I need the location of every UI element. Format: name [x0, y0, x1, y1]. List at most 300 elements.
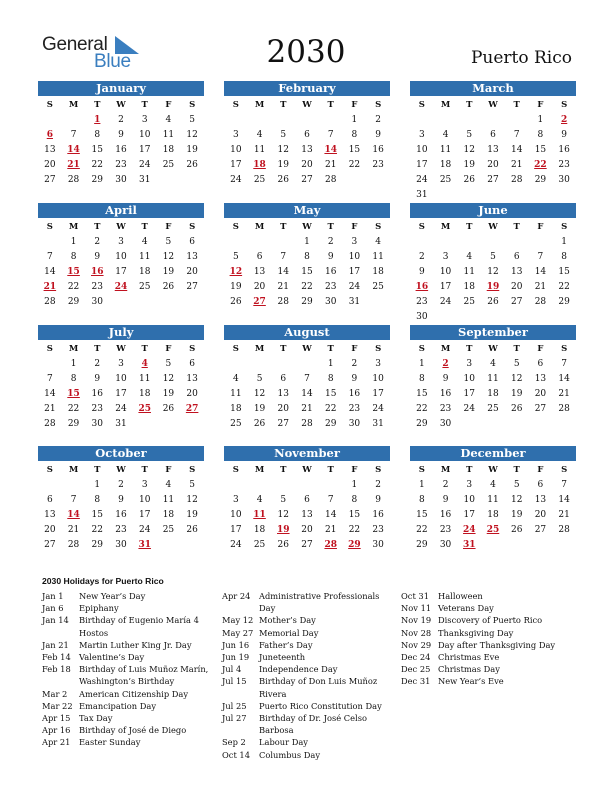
holiday-item — [42, 602, 214, 614]
holiday-day: 21 — [43, 282, 57, 292]
day-cell: 26 — [277, 540, 289, 550]
day-cell: 7 — [280, 252, 287, 262]
day-cell: 27 — [186, 282, 198, 292]
day-cell: 9 — [442, 374, 449, 384]
empty-day — [62, 478, 86, 493]
day-cell: 9 — [418, 267, 425, 277]
day-cell: 4 — [466, 252, 473, 262]
weekday-label: S — [375, 100, 382, 110]
day-cell: 15 — [91, 510, 103, 520]
holiday-date: Dec 25 — [401, 664, 431, 675]
day-cell: 7 — [561, 480, 567, 490]
weekday-label: M — [254, 344, 265, 354]
day-cell: 12 — [186, 130, 198, 140]
day-cell: 17 — [439, 282, 452, 292]
day-cell: 5 — [466, 130, 473, 140]
day-cell: 8 — [351, 495, 358, 505]
day-cell: 22 — [416, 525, 428, 535]
holiday-column — [42, 590, 214, 749]
weekday-label: M — [68, 344, 79, 354]
day-cell: 12 — [277, 510, 289, 520]
day-cell: 26 — [487, 297, 499, 307]
day-cell: 13 — [186, 252, 198, 262]
day-cell: 13 — [534, 374, 547, 384]
day-cell: 22 — [558, 282, 570, 292]
weekday-label: T — [141, 100, 148, 110]
holiday-day: 14 — [67, 145, 80, 155]
holiday-date: Nov 19 — [401, 615, 432, 626]
holiday-item — [42, 688, 214, 700]
day-cell: 25 — [253, 540, 266, 550]
weekday-label: T — [94, 100, 101, 110]
weekday-label: S — [418, 465, 425, 475]
weekday-label: M — [254, 465, 265, 475]
day-cell: 4 — [256, 130, 263, 140]
day-cell: 13 — [277, 389, 289, 399]
day-cell: 17 — [372, 389, 384, 399]
day-cell: 7 — [327, 130, 334, 140]
empty-day — [295, 357, 319, 372]
country-name: Puerto Rico — [470, 48, 572, 68]
weekday-label: T — [141, 465, 148, 475]
day-cell: 6 — [189, 359, 195, 369]
day-cell: 18 — [162, 145, 175, 155]
day-cell: 28 — [558, 404, 570, 414]
holiday-day: 19 — [486, 282, 500, 292]
month-march — [410, 81, 576, 203]
holiday-date: Apr 15 — [42, 713, 71, 724]
holiday-item — [401, 627, 571, 639]
day-cell: 22 — [67, 404, 80, 414]
day-cell: 3 — [466, 480, 473, 490]
day-cell: 10 — [115, 252, 127, 262]
day-cell: 24 — [416, 175, 428, 185]
day-cell: 2 — [118, 480, 124, 490]
day-cell: 17 — [138, 510, 151, 520]
day-cell: 3 — [141, 115, 148, 125]
weekday-label: T — [327, 344, 334, 354]
day-cell: 4 — [490, 480, 496, 490]
day-cell: 8 — [94, 495, 101, 505]
day-cell: 20 — [301, 160, 313, 170]
weekday-label: T — [466, 344, 473, 354]
day-cell: 1 — [70, 359, 77, 369]
day-cell: 3 — [232, 130, 239, 140]
month-june — [410, 203, 576, 325]
day-cell: 22 — [348, 525, 361, 535]
day-cell: 28 — [44, 297, 56, 307]
empty-day — [410, 113, 434, 128]
month-header: January — [38, 81, 204, 96]
empty-day — [271, 357, 295, 372]
day-cell: 24 — [138, 525, 151, 535]
day-cell: 18 — [372, 267, 384, 277]
day-cell: 26 — [253, 419, 266, 429]
day-cell: 11 — [138, 252, 151, 262]
day-cell: 12 — [487, 267, 499, 277]
day-cell: 5 — [513, 480, 520, 490]
holiday-day: 15 — [67, 389, 80, 399]
day-cell: 24 — [230, 175, 242, 185]
day-cell: 3 — [466, 359, 473, 369]
day-cell: 3 — [442, 252, 449, 262]
weekday-label: T — [327, 100, 334, 110]
day-cell: 31 — [416, 190, 428, 200]
day-cell: 6 — [537, 359, 544, 369]
holiday-item — [222, 675, 397, 699]
holiday-name: Memorial Day — [259, 627, 319, 638]
weekday-label: F — [165, 100, 172, 110]
empty-day — [505, 113, 529, 128]
holiday-item — [42, 712, 214, 724]
holiday-day: 6 — [46, 130, 53, 140]
holiday-item — [222, 627, 397, 639]
holiday-name: Labour Day — [259, 737, 308, 748]
holiday-day: 31 — [138, 540, 151, 550]
day-cell: 7 — [327, 495, 334, 505]
weekday-label: T — [280, 100, 287, 110]
empty-day — [224, 113, 248, 128]
day-cell: 17 — [463, 389, 475, 399]
weekday-label: T — [94, 222, 101, 232]
day-cell: 26 — [510, 404, 523, 414]
holiday-item — [42, 700, 214, 712]
day-cell: 5 — [165, 359, 172, 369]
day-cell: 13 — [44, 145, 56, 155]
weekday-label: F — [165, 344, 172, 354]
holiday-date: Jun 19 — [222, 652, 250, 663]
day-cell: 15 — [416, 389, 428, 399]
day-cell: 17 — [463, 510, 475, 520]
day-cell: 16 — [115, 145, 127, 155]
day-cell: 24 — [115, 404, 127, 414]
day-cell: 28 — [510, 175, 523, 185]
weekday-label: S — [375, 344, 382, 354]
weekday-label: M — [68, 222, 79, 232]
holiday-name: Independence Day — [259, 664, 338, 675]
holidays-title: 2030 Holidays for Puerto Rico — [42, 576, 164, 586]
day-cell: 5 — [280, 495, 287, 505]
day-cell: 9 — [327, 252, 334, 262]
day-cell: 8 — [561, 252, 567, 262]
holiday-day: 28 — [324, 540, 337, 550]
day-cell: 30 — [372, 540, 384, 550]
day-cell: 10 — [348, 252, 361, 262]
weekday-label: S — [189, 100, 196, 110]
day-cell: 20 — [253, 282, 266, 292]
holiday-name: Birthday of Don Luis Muñoz Rivera — [259, 676, 378, 699]
weekday-label: S — [46, 465, 53, 475]
holiday-date: Feb 14 — [42, 652, 71, 663]
day-cell: 7 — [561, 359, 567, 369]
day-cell: 27 — [301, 175, 313, 185]
day-cell: 23 — [416, 297, 428, 307]
day-cell: 4 — [256, 495, 263, 505]
weekday-label: F — [165, 222, 172, 232]
holiday-item — [42, 663, 214, 687]
weekday-label: W — [488, 100, 498, 110]
day-cell: 29 — [534, 175, 547, 185]
day-cell: 17 — [138, 145, 151, 155]
day-cell: 16 — [372, 510, 384, 520]
holiday-name: Birthday of Luis Muñoz Marín, Washington’s Birthday — [79, 664, 209, 687]
empty-day — [434, 113, 458, 128]
holiday-item — [42, 614, 214, 638]
day-cell: 5 — [232, 252, 239, 262]
weekday-label: F — [351, 465, 358, 475]
day-cell: 29 — [91, 175, 103, 185]
day-cell: 11 — [162, 495, 175, 505]
holiday-day: 16 — [415, 282, 429, 292]
day-cell: 22 — [301, 282, 313, 292]
day-cell: 12 — [463, 145, 475, 155]
day-cell: 8 — [537, 130, 544, 140]
day-cell: 29 — [324, 419, 337, 429]
holiday-date: Apr 21 — [42, 737, 71, 748]
day-cell: 24 — [439, 297, 452, 307]
weekday-label: T — [327, 222, 334, 232]
day-cell: 26 — [277, 175, 289, 185]
empty-day — [319, 113, 343, 128]
weekday-label: S — [232, 344, 239, 354]
holiday-day: 15 — [67, 267, 80, 277]
holiday-date: Sep 2 — [222, 737, 246, 748]
weekday-label: T — [327, 465, 334, 475]
day-cell: 5 — [280, 130, 287, 140]
page-title-year: 2030 — [266, 34, 346, 70]
holiday-name: New Year’s Eve — [438, 676, 504, 687]
day-cell: 14 — [301, 389, 313, 399]
weekday-label: W — [488, 465, 498, 475]
day-cell: 16 — [439, 510, 452, 520]
empty-day — [271, 113, 295, 128]
holiday-date: Oct 14 — [222, 749, 250, 760]
weekday-label: W — [116, 100, 126, 110]
day-cell: 2 — [418, 252, 425, 262]
day-cell: 13 — [487, 145, 499, 155]
day-cell: 19 — [162, 267, 175, 277]
holiday-date: Feb 18 — [42, 664, 71, 675]
day-cell: 22 — [348, 160, 361, 170]
empty-day — [505, 235, 529, 250]
day-cell: 5 — [513, 359, 520, 369]
month-header: October — [38, 446, 204, 461]
empty-day — [481, 113, 505, 128]
day-cell: 10 — [463, 495, 475, 505]
day-cell: 25 — [487, 404, 499, 414]
holiday-day: 2 — [442, 359, 449, 369]
day-cell: 4 — [232, 374, 239, 384]
holiday-day: 16 — [91, 267, 104, 277]
day-cell: 5 — [256, 374, 263, 384]
holiday-name: Birthday of Dr. José Celso Barbosa — [259, 713, 367, 736]
holiday-day: 1 — [94, 115, 101, 125]
day-cell: 15 — [91, 145, 103, 155]
holiday-date: Jul 25 — [222, 700, 247, 711]
day-cell: 24 — [372, 404, 384, 414]
day-cell: 25 — [138, 282, 151, 292]
holiday-name: Birthday of Eugenio María 4 Hostos — [79, 615, 199, 638]
day-cell: 15 — [301, 267, 313, 277]
weekday-label: F — [537, 465, 544, 475]
day-cell: 8 — [327, 374, 334, 384]
day-cell: 8 — [94, 130, 101, 140]
holiday-day: 22 — [534, 160, 547, 170]
day-cell: 8 — [304, 252, 310, 262]
day-cell: 15 — [348, 510, 361, 520]
weekday-label: S — [46, 344, 53, 354]
month-september — [410, 325, 576, 432]
weekday-label: S — [189, 222, 196, 232]
holiday-day: 11 — [253, 510, 266, 520]
day-cell: 16 — [439, 389, 452, 399]
day-cell: 24 — [463, 404, 475, 414]
day-cell: 14 — [277, 267, 289, 277]
day-cell: 15 — [324, 389, 337, 399]
day-cell: 2 — [94, 359, 101, 369]
day-cell: 3 — [141, 480, 148, 490]
day-cell: 18 — [230, 404, 242, 414]
holiday-item — [401, 602, 571, 614]
day-cell: 27 — [534, 525, 547, 535]
day-cell: 2 — [94, 237, 101, 247]
day-cell: 2 — [351, 359, 358, 369]
day-cell: 25 — [162, 525, 175, 535]
holiday-item — [222, 663, 397, 675]
weekday-label: W — [488, 344, 498, 354]
holiday-item — [401, 590, 571, 602]
weekday-label: M — [68, 100, 79, 110]
day-cell: 20 — [277, 404, 289, 414]
day-cell: 26 — [162, 404, 175, 414]
day-cell: 15 — [416, 510, 428, 520]
day-cell: 11 — [439, 145, 452, 155]
day-cell: 29 — [416, 419, 428, 429]
weekday-label: F — [165, 465, 172, 475]
day-cell: 23 — [91, 404, 103, 414]
day-cell: 25 — [439, 175, 452, 185]
holiday-date: Jul 27 — [222, 713, 247, 724]
empty-day — [248, 235, 272, 250]
day-cell: 14 — [558, 374, 570, 384]
holiday-name: Discovery of Puerto Rico — [438, 615, 543, 626]
day-cell: 11 — [230, 389, 242, 399]
day-cell: 28 — [534, 297, 547, 307]
holiday-name: Administrative Professionals Day — [259, 591, 380, 614]
day-cell: 16 — [115, 510, 127, 520]
holiday-name: Easter Sunday — [79, 737, 141, 748]
holiday-date: Mar 2 — [42, 688, 68, 699]
weekday-label: M — [440, 344, 451, 354]
holiday-date: Jan 6 — [42, 603, 64, 614]
holiday-item — [222, 736, 397, 748]
month-header: September — [410, 325, 576, 340]
day-cell: 14 — [44, 267, 56, 277]
holiday-name: Birthday of José de Diego — [79, 725, 187, 736]
day-cell: 18 — [487, 389, 499, 399]
holiday-day: 24 — [463, 525, 476, 535]
holiday-name: Christmas Eve — [438, 652, 500, 663]
day-cell: 16 — [558, 145, 570, 155]
holiday-item — [401, 651, 571, 663]
empty-day — [295, 478, 319, 493]
holiday-day: 25 — [486, 525, 500, 535]
weekday-label: M — [440, 222, 451, 232]
day-cell: 31 — [348, 297, 361, 307]
day-cell: 23 — [115, 160, 127, 170]
day-cell: 28 — [67, 540, 80, 550]
holiday-item — [222, 712, 397, 736]
holiday-item — [222, 614, 397, 626]
weekday-label: S — [232, 465, 239, 475]
day-cell: 7 — [304, 374, 310, 384]
day-cell: 25 — [372, 282, 384, 292]
holiday-item — [401, 639, 571, 651]
weekday-label: S — [46, 100, 53, 110]
day-cell: 23 — [348, 404, 361, 414]
empty-day — [224, 235, 248, 250]
day-cell: 5 — [189, 480, 195, 490]
day-cell: 27 — [487, 175, 499, 185]
day-cell: 26 — [186, 525, 198, 535]
day-cell: 29 — [301, 297, 313, 307]
holiday-item — [222, 749, 397, 761]
day-cell: 11 — [487, 374, 499, 384]
holiday-name: Mother’s Day — [259, 615, 316, 626]
day-cell: 1 — [418, 359, 425, 369]
day-cell: 10 — [230, 145, 242, 155]
holiday-name: Thanksgiving Day — [438, 627, 514, 638]
day-cell: 20 — [487, 160, 499, 170]
day-cell: 20 — [534, 510, 547, 520]
day-cell: 4 — [490, 359, 496, 369]
empty-day — [319, 478, 343, 493]
day-cell: 21 — [44, 404, 56, 414]
holiday-date: Dec 31 — [401, 676, 431, 687]
day-cell: 14 — [324, 510, 337, 520]
holiday-name: Halloween — [438, 591, 483, 601]
holiday-day: 27 — [253, 297, 266, 307]
day-cell: 27 — [44, 540, 56, 550]
empty-day — [410, 235, 434, 250]
weekday-label: W — [116, 465, 126, 475]
day-cell: 22 — [91, 525, 103, 535]
day-cell: 31 — [138, 175, 151, 185]
day-cell: 24 — [230, 540, 242, 550]
day-cell: 19 — [230, 282, 242, 292]
holiday-date: Nov 11 — [401, 603, 432, 614]
day-cell: 19 — [277, 160, 289, 170]
day-cell: 1 — [351, 480, 358, 490]
weekday-label: S — [375, 465, 382, 475]
month-header: August — [224, 325, 390, 340]
holiday-name: Christmas Day — [438, 664, 500, 675]
weekday-label: W — [116, 344, 126, 354]
day-cell: 10 — [416, 145, 428, 155]
day-cell: 15 — [534, 145, 547, 155]
weekday-label: S — [189, 344, 196, 354]
day-cell: 23 — [91, 282, 103, 292]
day-cell: 19 — [186, 510, 198, 520]
day-cell: 10 — [463, 374, 475, 384]
weekday-label: T — [280, 344, 287, 354]
day-cell: 2 — [375, 115, 381, 125]
holiday-day: 21 — [67, 160, 80, 170]
weekday-label: S — [375, 222, 382, 232]
empty-day — [248, 357, 272, 372]
weekday-label: M — [68, 465, 79, 475]
day-cell: 19 — [510, 389, 523, 399]
